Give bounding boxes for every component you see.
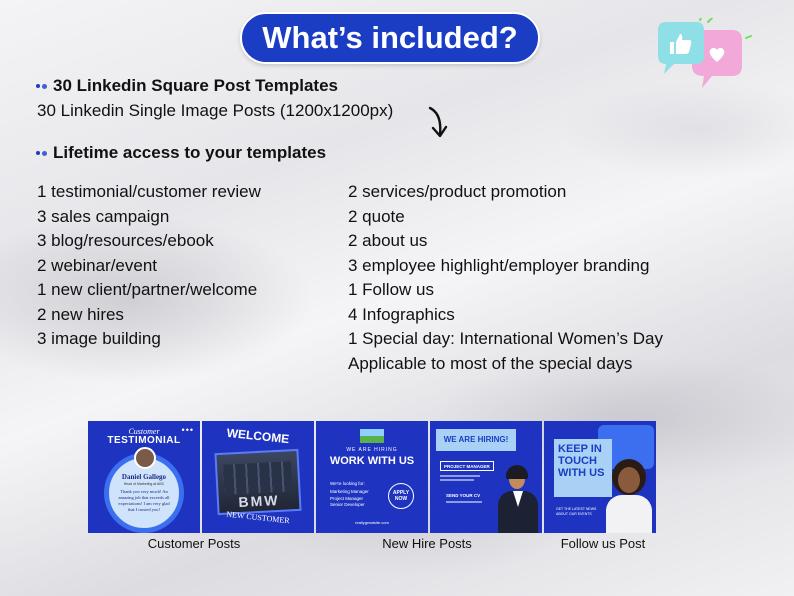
person-photo: [498, 465, 538, 533]
thumb-logo: BMW: [238, 491, 280, 511]
list-item: 2 about us: [348, 231, 428, 250]
list-item: 2 webinar/event: [37, 255, 158, 275]
caption-new-hire-posts: New Hire Posts: [382, 536, 472, 551]
thumb-title: WORK WITH US: [329, 455, 415, 467]
person-photo: [604, 459, 654, 533]
list-item: Project Manager: [330, 495, 364, 501]
thumb-role: Head of Marketing at ABC: [123, 482, 165, 486]
template-thumbnail-hiring-manager[interactable]: [430, 421, 542, 533]
list-item: Marketing Manager: [330, 489, 369, 494]
list-item: 3 image building: [37, 329, 161, 348]
list-item: Applicable to most of the special days: [348, 353, 633, 373]
thumb-title: WE ARE HIRING!: [443, 435, 509, 444]
list-item: 3 sales campaign: [37, 206, 170, 226]
thumb-site: reallygreatsite.com: [355, 520, 389, 525]
bullet-dots-icon: [36, 151, 49, 156]
thumb-title: TESTIMONIAL: [107, 435, 181, 446]
page-title: What’s included?: [262, 20, 518, 55]
list-item: 2 services/product promotion: [348, 182, 567, 201]
role-tag: [440, 461, 494, 471]
arrow-down-icon: [424, 104, 454, 144]
list-item: 1 Special day: International Women’s Day: [348, 329, 663, 348]
thumb-title-tile: [436, 429, 516, 451]
thumb-tag: GET THE LATEST NEWS ABOUT OUR EVENTS: [556, 507, 597, 516]
thumb-kicker: WE ARE HIRING: [346, 447, 398, 453]
bullet-text: Lifetime access to your templates: [53, 143, 327, 162]
caption-follow-us-post: Follow us Post: [560, 536, 646, 551]
included-list-right: [348, 180, 663, 376]
thumbs-up-heart-icon: [652, 18, 752, 94]
thumb-looking: We're looking for:: [330, 481, 365, 486]
bullet-dots-icon: [36, 84, 49, 89]
list-item: 2 new hires: [37, 304, 124, 324]
apply-text: APPLY NOW: [392, 490, 410, 502]
list-item: 3 employee highlight/employer branding: [348, 255, 650, 275]
role-text: PROJECT MANAGER: [444, 464, 490, 469]
list-item: 2 quote: [348, 206, 405, 226]
list-item: Senior Developer: [330, 502, 365, 507]
list-item: 1 testimonial/customer review: [37, 182, 261, 201]
template-thumbnail-hiring-work[interactable]: [316, 421, 428, 533]
thumb-footer: NEW CUSTOMER: [225, 509, 291, 526]
thumb-cta: SEND YOUR CV: [446, 493, 481, 498]
thumb-title: WELCOME: [226, 425, 290, 447]
template-thumbnail-testimonial[interactable]: ••• Customer TESTIMONIAL Daniel Gallego Head of Marketing at ABC Thank you very much! An amazing job that exceeds all expectations! I am very glad that I trusted you!: [88, 421, 200, 533]
title-banner: [240, 12, 540, 64]
thumb-title: KEEP IN TOUCH WITH US: [558, 443, 605, 479]
list-item: 1 new client/partner/welcome: [37, 280, 258, 299]
avatar: [134, 447, 156, 469]
list-item: 4 Infographics: [348, 304, 455, 324]
bullet-lifetime: [36, 143, 326, 163]
list-item: 3 blog/resources/ebook: [37, 231, 214, 250]
apply-badge: [388, 483, 414, 509]
image-placeholder: [360, 429, 384, 443]
bullet-templates: [36, 76, 338, 96]
included-list-left: [37, 180, 261, 352]
template-thumbnail-welcome[interactable]: [202, 421, 314, 533]
subtitle: 30 Linkedin Single Image Posts (1200x1200px): [37, 101, 394, 120]
caption-customer-posts: Customer Posts: [147, 536, 241, 551]
thumb-quote: Thank you very much! An amazing job that exceeds all expectations! I am very glad that I trusted you!: [118, 489, 170, 512]
template-thumbnail-follow[interactable]: [544, 421, 656, 533]
thumb-name: Daniel Gallego: [121, 473, 167, 481]
list-item: 1 Follow us: [348, 280, 434, 299]
bullet-text: 30 Linkedin Square Post Templates: [53, 76, 338, 95]
thumb-kicker: Customer: [128, 427, 160, 436]
